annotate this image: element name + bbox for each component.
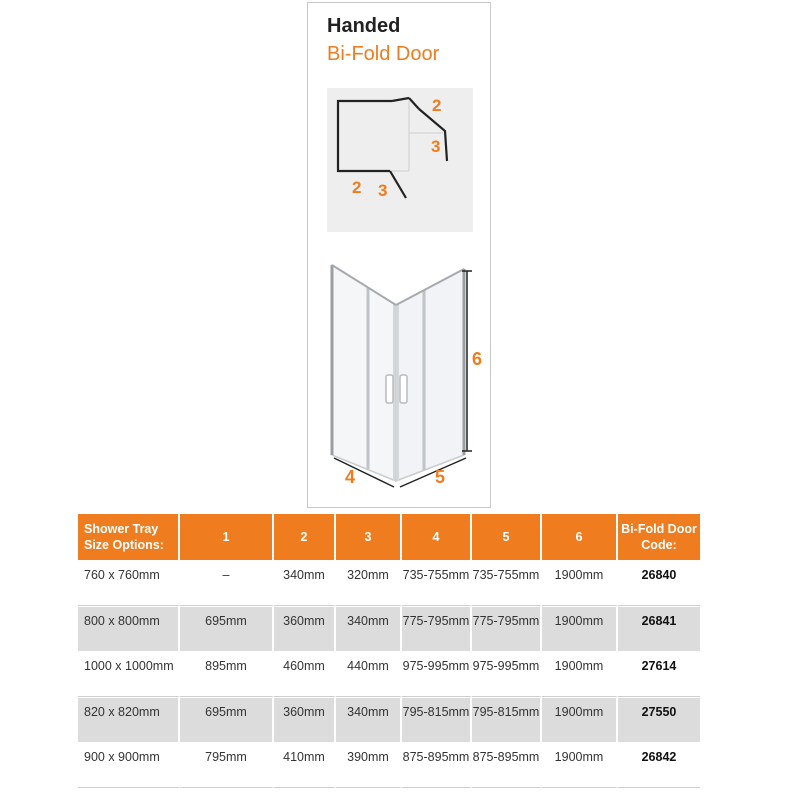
enclosure-elevation <box>332 265 464 481</box>
cell-tray-size: 820 x 820mm <box>84 705 160 719</box>
cell-dim-6: 1900mm <box>554 659 604 673</box>
cell-dim-3: 340mm <box>347 705 389 719</box>
cell-dim-2: 340mm <box>283 568 325 582</box>
cell-dim-2: 460mm <box>283 659 325 673</box>
cell-dim-1: 795mm <box>205 750 247 764</box>
cell-dim-4: 735-755mm <box>402 568 470 582</box>
dimension-label-left-width: 4 <box>345 467 356 487</box>
cell-dim-1: 695mm <box>205 705 247 719</box>
cell-door-code: 26842 <box>641 750 677 764</box>
card-title: Handed <box>327 15 401 37</box>
cell-tray-size: 900 x 900mm <box>84 750 160 764</box>
cell-dim-1: – <box>222 568 230 582</box>
cell-dim-3: 440mm <box>347 659 389 673</box>
cell-dim-2: 360mm <box>283 614 325 628</box>
cell-tray-size: 800 x 800mm <box>84 614 160 628</box>
enclosure-diagram <box>308 3 492 509</box>
table-row <box>78 697 700 742</box>
cell-door-code: 27550 <box>641 705 677 719</box>
cell-door-code: 26840 <box>641 568 677 582</box>
header-size-options: Shower Tray Size Options: <box>78 514 180 560</box>
cell-door-code: 26841 <box>641 614 677 628</box>
cell-dim-5: 975-995mm <box>472 659 540 673</box>
header-col-6: 6 <box>542 514 618 560</box>
cell-dim-1: 695mm <box>205 614 247 628</box>
cell-dim-5: 775-795mm <box>472 614 540 628</box>
cell-dim-2: 360mm <box>283 705 325 719</box>
header-col-2: 2 <box>274 514 336 560</box>
table-row <box>78 606 700 651</box>
cell-dim-5: 735-755mm <box>472 568 540 582</box>
cell-dim-4: 975-995mm <box>402 659 470 673</box>
cell-dim-2: 410mm <box>283 750 325 764</box>
cell-dim-3: 320mm <box>347 568 389 582</box>
header-col-3: 3 <box>336 514 402 560</box>
cell-tray-size: 760 x 760mm <box>84 568 160 582</box>
table-row <box>78 560 700 606</box>
cell-dim-1: 895mm <box>205 659 247 673</box>
cell-dim-6: 1900mm <box>554 705 604 719</box>
table-row <box>78 742 700 788</box>
cell-door-code: 27614 <box>641 659 677 673</box>
cell-dim-4: 795-815mm <box>402 705 470 719</box>
header-col-4: 4 <box>402 514 472 560</box>
plan-label-2-bottom: 2 <box>352 178 362 197</box>
cell-dim-4: 875-895mm <box>402 750 470 764</box>
cell-dim-3: 340mm <box>347 614 389 628</box>
header-col-5: 5 <box>472 514 542 560</box>
cell-dim-5: 875-895mm <box>472 750 540 764</box>
plan-label-3-bottom: 3 <box>378 181 388 200</box>
plan-label-3-right: 3 <box>431 137 441 156</box>
table-header-row <box>78 514 700 560</box>
product-card <box>307 2 491 508</box>
cell-dim-5: 795-815mm <box>472 705 540 719</box>
cell-dim-6: 1900mm <box>554 614 604 628</box>
plan-label-2-top: 2 <box>432 96 442 115</box>
size-options-table <box>78 514 700 788</box>
cell-dim-6: 1900mm <box>554 750 604 764</box>
cell-dim-6: 1900mm <box>554 568 604 582</box>
header-door-code: Bi-Fold Door Code: <box>618 514 700 560</box>
cell-dim-3: 390mm <box>347 750 389 764</box>
dimension-label-right-width: 5 <box>435 467 446 487</box>
header-col-1: 1 <box>180 514 274 560</box>
cell-tray-size: 1000 x 1000mm <box>84 659 174 673</box>
dimension-label-height: 6 <box>472 349 483 369</box>
table-row <box>78 651 700 697</box>
cell-dim-4: 775-795mm <box>402 614 470 628</box>
card-subtitle: Bi-Fold Door <box>327 43 440 65</box>
